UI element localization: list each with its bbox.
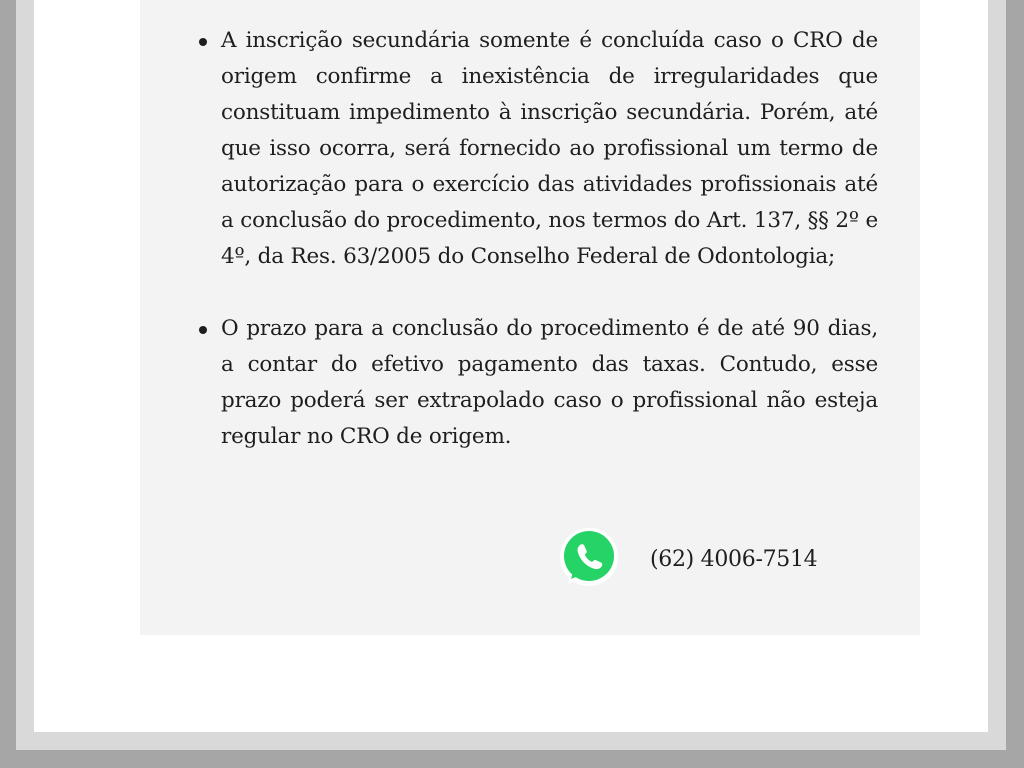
list-item: [221, 23, 878, 275]
list-item: [221, 311, 878, 455]
info-list: [221, 23, 878, 455]
whatsapp-icon[interactable]: [558, 528, 620, 590]
contact-row: [558, 528, 817, 590]
list-item-text: O prazo para a conclusão do procedimento é de até 90 dias, a contar do efetivo pagamento das taxas. Contudo, esse prazo poderá ser extrapolado caso o profissional não esteja regular no CRO de origem.: [221, 316, 878, 449]
phone-number: (62) 4006-7514: [650, 546, 818, 572]
list-item-text: A inscrição secundária somente é concluída caso o CRO de origem confirme a inexistência de irregularidades que constituam impedimento à inscrição secundária. Porém, até que isso ocorra, será fornecido ao profissional um termo de autorização para o exercício das atividades profissionais até a conclusão do procedimento, nos termos do Art. 137, §§ 2º e 4º, da Res. 63/2005 do Conselho Federal de Odontologia;: [221, 28, 878, 269]
bullet-dot: [199, 38, 207, 46]
bullet-dot: [199, 326, 207, 334]
